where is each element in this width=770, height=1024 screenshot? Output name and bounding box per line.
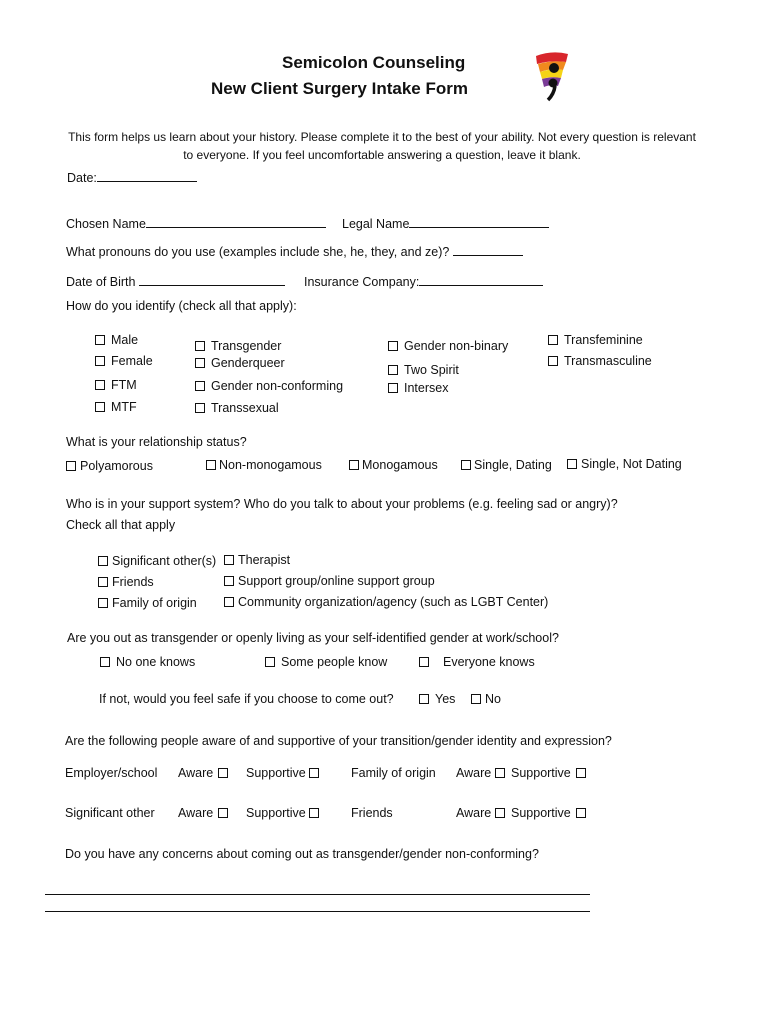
checkbox[interactable] xyxy=(95,356,105,366)
support-option-friends[interactable] xyxy=(98,574,154,590)
pronouns-label: What pronouns do you use (examples include she, he, they, and ze)? xyxy=(66,245,450,259)
option-label: Aware xyxy=(178,806,214,820)
pronouns-row xyxy=(66,244,523,260)
support-option-family-of-origin[interactable] xyxy=(98,595,197,611)
legal-name-row xyxy=(342,216,549,232)
relationship-option-monogamous[interactable] xyxy=(349,457,438,473)
checkbox[interactable] xyxy=(98,577,108,587)
out-option-some-people-know[interactable] xyxy=(265,654,387,670)
aware-friends-supportive[interactable] xyxy=(511,805,586,821)
form-title-line2: New Client Surgery Intake Form xyxy=(211,79,468,98)
dob-row xyxy=(66,274,285,290)
checkbox[interactable] xyxy=(206,460,216,470)
identity-option-gender-non-conforming[interactable] xyxy=(195,378,343,394)
aware-family-supportive[interactable] xyxy=(511,765,586,781)
support-question-line2: Check all that apply xyxy=(66,518,176,532)
option-label: Friends xyxy=(112,575,154,589)
dob-label: Date of Birth xyxy=(66,275,136,289)
option-label: Monogamous xyxy=(362,458,438,472)
option-label: Transgender xyxy=(211,339,282,353)
option-label: Some people know xyxy=(281,655,388,669)
checkbox[interactable] xyxy=(495,768,505,778)
checkbox[interactable] xyxy=(95,380,105,390)
aware-significant-other-supportive[interactable] xyxy=(246,805,319,821)
checkbox[interactable] xyxy=(419,657,429,667)
option-label: FTM xyxy=(111,378,137,392)
identity-option-female[interactable] xyxy=(95,353,153,369)
identity-option-transfeminine[interactable] xyxy=(548,332,643,348)
option-label: No xyxy=(485,692,501,706)
safe-question: If not, would you feel safe if you choose to come out? xyxy=(99,692,394,706)
checkbox[interactable] xyxy=(419,694,429,704)
identity-option-transsexual[interactable] xyxy=(195,400,279,416)
identity-option-gender-non-binary[interactable] xyxy=(388,338,508,354)
option-label: Everyone knows xyxy=(443,655,535,669)
support-option-significant-other[interactable] xyxy=(98,553,216,569)
support-question-line1: Who is in your support system? Who do you talk to about your problems (e.g. feeling sad or angry)? xyxy=(66,497,618,511)
concerns-question: Do you have any concerns about coming out as transgender/gender non-conforming? xyxy=(65,847,539,861)
aware-significant-other-aware[interactable] xyxy=(178,805,228,821)
identity-option-transmasculine[interactable] xyxy=(548,353,652,369)
identity-option-genderqueer[interactable] xyxy=(195,355,285,371)
option-label: Male xyxy=(111,333,139,347)
option-label: Transmasculine xyxy=(564,354,652,368)
option-label: Supportive xyxy=(246,766,306,780)
intro-paragraph: This form helps us learn about your history. Please complete it to the best of your ability. Not every question is relevant to everyone. If you feel uncomfortable answering a question, leave it blank. xyxy=(68,130,696,162)
safe-option-yes[interactable] xyxy=(419,691,455,707)
checkbox[interactable] xyxy=(471,694,481,704)
aware-friends-label: Friends xyxy=(351,806,393,820)
option-label: Supportive xyxy=(511,806,571,820)
date-field[interactable] xyxy=(97,170,197,182)
out-option-everyone-knows[interactable] xyxy=(419,654,535,670)
identity-option-intersex[interactable] xyxy=(388,380,448,396)
option-label: Polyamorous xyxy=(80,459,153,473)
option-label: Single, Dating xyxy=(474,458,552,472)
support-option-support-group[interactable] xyxy=(224,573,435,589)
option-label: Single, Not Dating xyxy=(581,457,682,471)
aware-question: Are the following people aware of and supportive of your transition/gender identity and expression? xyxy=(65,734,612,748)
option-label: Transsexual xyxy=(211,401,279,415)
checkbox[interactable] xyxy=(265,657,275,667)
option-label: Gender non-conforming xyxy=(211,379,344,393)
relationship-option-non-monogamous[interactable] xyxy=(206,457,322,473)
option-label: Supportive xyxy=(246,806,306,820)
option-label: Intersex xyxy=(404,381,449,395)
checkbox[interactable] xyxy=(461,460,471,470)
out-question: Are you out as transgender or openly living as your self-identified gender at work/school? xyxy=(67,631,559,645)
option-label: Aware xyxy=(178,766,214,780)
checkbox[interactable] xyxy=(495,808,505,818)
option-label: Community organization/agency (such as LGBT Center) xyxy=(238,595,549,609)
identity-option-male[interactable] xyxy=(95,332,138,348)
dob-field[interactable] xyxy=(139,274,285,286)
checkbox[interactable] xyxy=(95,402,105,412)
relationship-option-single-not-dating[interactable] xyxy=(567,456,682,472)
checkbox[interactable] xyxy=(66,461,76,471)
option-label: Aware xyxy=(456,766,492,780)
checkbox[interactable] xyxy=(98,556,108,566)
option-label: Genderqueer xyxy=(211,356,285,370)
checkbox[interactable] xyxy=(309,808,319,818)
checkbox[interactable] xyxy=(349,460,359,470)
chosen-name-field[interactable] xyxy=(146,216,326,228)
pronouns-field[interactable] xyxy=(453,244,523,256)
option-label: Non-monogamous xyxy=(219,458,322,472)
checkbox[interactable] xyxy=(548,356,558,366)
option-label: No one knows xyxy=(116,655,196,669)
out-option-no-one-knows[interactable] xyxy=(100,654,195,670)
checkbox[interactable] xyxy=(548,335,558,345)
checkbox[interactable] xyxy=(218,808,228,818)
option-label: Female xyxy=(111,354,153,368)
insurance-row xyxy=(304,274,543,290)
checkbox[interactable] xyxy=(388,341,398,351)
option-label: Transfeminine xyxy=(564,333,643,347)
checkbox[interactable] xyxy=(218,768,228,778)
checkbox[interactable] xyxy=(567,459,577,469)
legal-name-label: Legal Name xyxy=(342,217,410,231)
legal-name-field[interactable] xyxy=(409,216,549,228)
option-label: Yes xyxy=(435,692,456,706)
option-label: Aware xyxy=(456,806,492,820)
chosen-name-row xyxy=(66,216,326,232)
checkbox[interactable] xyxy=(576,768,586,778)
relationship-option-single-dating[interactable] xyxy=(461,457,552,473)
identity-option-mtf[interactable] xyxy=(95,399,137,415)
date-row xyxy=(67,170,197,186)
option-label: Gender non-binary xyxy=(404,339,509,353)
aware-family-label: Family of origin xyxy=(351,766,436,780)
support-option-community-organization[interactable] xyxy=(224,594,548,610)
aware-significant-other-label: Significant other xyxy=(65,806,155,820)
identity-question: How do you identify (check all that apply): xyxy=(66,299,297,313)
option-label: Significant other(s) xyxy=(112,554,217,568)
checkbox[interactable] xyxy=(388,365,398,375)
option-label: Therapist xyxy=(238,553,291,567)
date-label: Date: xyxy=(67,171,97,185)
support-option-therapist[interactable] xyxy=(224,552,290,568)
checkbox[interactable] xyxy=(309,768,319,778)
aware-employer-supportive[interactable] xyxy=(246,765,319,781)
checkbox[interactable] xyxy=(100,657,110,667)
insurance-field[interactable] xyxy=(419,274,543,286)
option-label: Supportive xyxy=(511,766,571,780)
aware-friends-aware[interactable] xyxy=(456,805,505,821)
checkbox[interactable] xyxy=(388,383,398,393)
option-label: MTF xyxy=(111,400,137,414)
option-label: Two Spirit xyxy=(404,363,459,377)
checkbox[interactable] xyxy=(95,335,105,345)
relationship-option-polyamorous[interactable] xyxy=(66,458,153,474)
checkbox[interactable] xyxy=(224,576,234,586)
aware-family-aware[interactable] xyxy=(456,765,505,781)
option-label: Family of origin xyxy=(112,596,197,610)
checkbox[interactable] xyxy=(195,341,205,351)
checkbox[interactable] xyxy=(576,808,586,818)
identity-option-ftm[interactable] xyxy=(95,377,137,393)
insurance-label: Insurance Company: xyxy=(304,275,420,289)
safe-option-no[interactable] xyxy=(471,691,501,707)
checkbox[interactable] xyxy=(195,358,205,368)
option-label: Support group/online support group xyxy=(238,574,435,588)
aware-employer-aware[interactable] xyxy=(178,765,228,781)
form-title-line1: Semicolon Counseling xyxy=(282,53,466,72)
chosen-name-label: Chosen Name xyxy=(66,217,146,231)
checkbox[interactable] xyxy=(195,403,205,413)
aware-employer-label: Employer/school xyxy=(65,766,158,780)
checkbox[interactable] xyxy=(224,597,234,607)
checkbox[interactable] xyxy=(98,598,108,608)
relationship-question: What is your relationship status? xyxy=(66,435,247,449)
checkbox[interactable] xyxy=(195,381,205,391)
checkbox[interactable] xyxy=(224,555,234,565)
identity-option-two-spirit[interactable] xyxy=(388,362,459,378)
concerns-answer-line-1[interactable] xyxy=(45,894,590,895)
semicolon-logo-icon xyxy=(528,48,574,104)
identity-option-transgender[interactable] xyxy=(195,338,281,354)
concerns-answer-line-2[interactable] xyxy=(45,911,590,912)
